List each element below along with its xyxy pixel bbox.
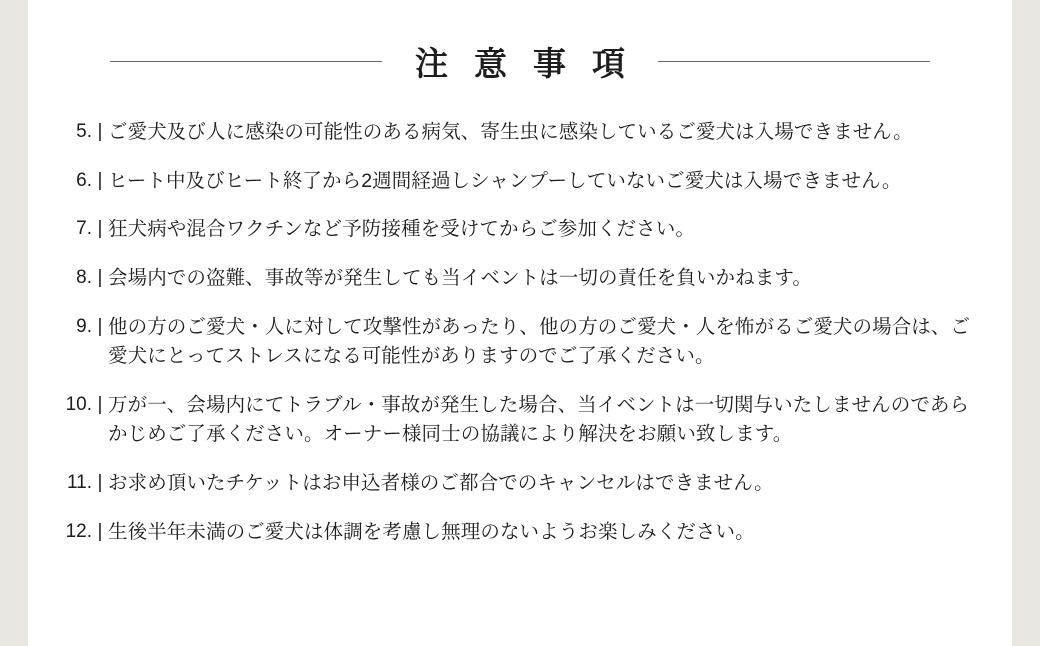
- list-item-text: 他の方のご愛犬・人に対して攻撃性があったり、他の方のご愛犬・人を怖がるご愛犬の場合は、ご愛犬にとってストレスになる可能性がありますのでご了承ください。: [108, 315, 971, 368]
- list-item-separator: |: [97, 169, 103, 191]
- title-rule-right: [658, 61, 930, 62]
- list-item-separator: |: [97, 393, 103, 415]
- list-item-number: 5.: [76, 121, 92, 142]
- notice-sheet: [28, 0, 1012, 646]
- page-title: 注 意 事 項: [414, 44, 633, 83]
- list-item: [50, 469, 974, 499]
- notice-list: [28, 118, 1012, 547]
- list-item: [50, 313, 974, 372]
- title-row: [28, 0, 1012, 85]
- list-item-number: 11.: [66, 472, 92, 493]
- title-rule-left: [110, 61, 382, 62]
- list-item-separator: |: [97, 218, 103, 240]
- list-item-separator: |: [97, 520, 103, 542]
- list-item-separator: |: [97, 472, 103, 493]
- list-item: [50, 167, 974, 197]
- list-item-text: お求め頂いたチケットはお申込者様のご都合でのキャンセルはできません。: [108, 472, 774, 494]
- list-item-separator: |: [97, 315, 103, 337]
- list-item-text: 会場内での盗難、事故等が発生しても当イベントは一切の責任を負いかねます。: [108, 266, 812, 289]
- list-item-text: 万が一、会場内にてトラブル・事故が発生した場合、当イベントは一切関与いたしませんのであらかじめご了承ください。オーナー様同士の協議により解決をお願い致します。: [108, 393, 970, 446]
- list-item-text: 狂犬病や混合ワクチンなど予防接種を受けてからご参加ください。: [108, 218, 695, 241]
- list-item-number: 12.: [65, 520, 92, 542]
- list-item: [50, 518, 974, 548]
- list-item-number: 8.: [76, 266, 92, 288]
- list-item-number: 10.: [65, 393, 92, 415]
- title-block: [28, 0, 1012, 118]
- list-item-text: ヒート中及びヒート終了から2週間経過しシャンプーしていないご愛犬は入場できません。: [108, 169, 902, 192]
- list-item-number: 9.: [76, 315, 92, 337]
- list-item: [50, 264, 974, 294]
- list-item-number: 6.: [76, 169, 92, 191]
- list-item-number: 7.: [76, 218, 92, 240]
- list-item-separator: |: [97, 266, 103, 288]
- list-item: [50, 118, 974, 148]
- list-item: [50, 215, 974, 245]
- list-item: [50, 391, 974, 450]
- list-item-text: 生後半年未満のご愛犬は体調を考慮し無理のないようお楽しみください。: [108, 520, 755, 543]
- list-item-separator: |: [97, 121, 103, 142]
- list-item-text: ご愛犬及び人に感染の可能性のある病気、寄生虫に感染しているご愛犬は入場できません。: [108, 121, 913, 143]
